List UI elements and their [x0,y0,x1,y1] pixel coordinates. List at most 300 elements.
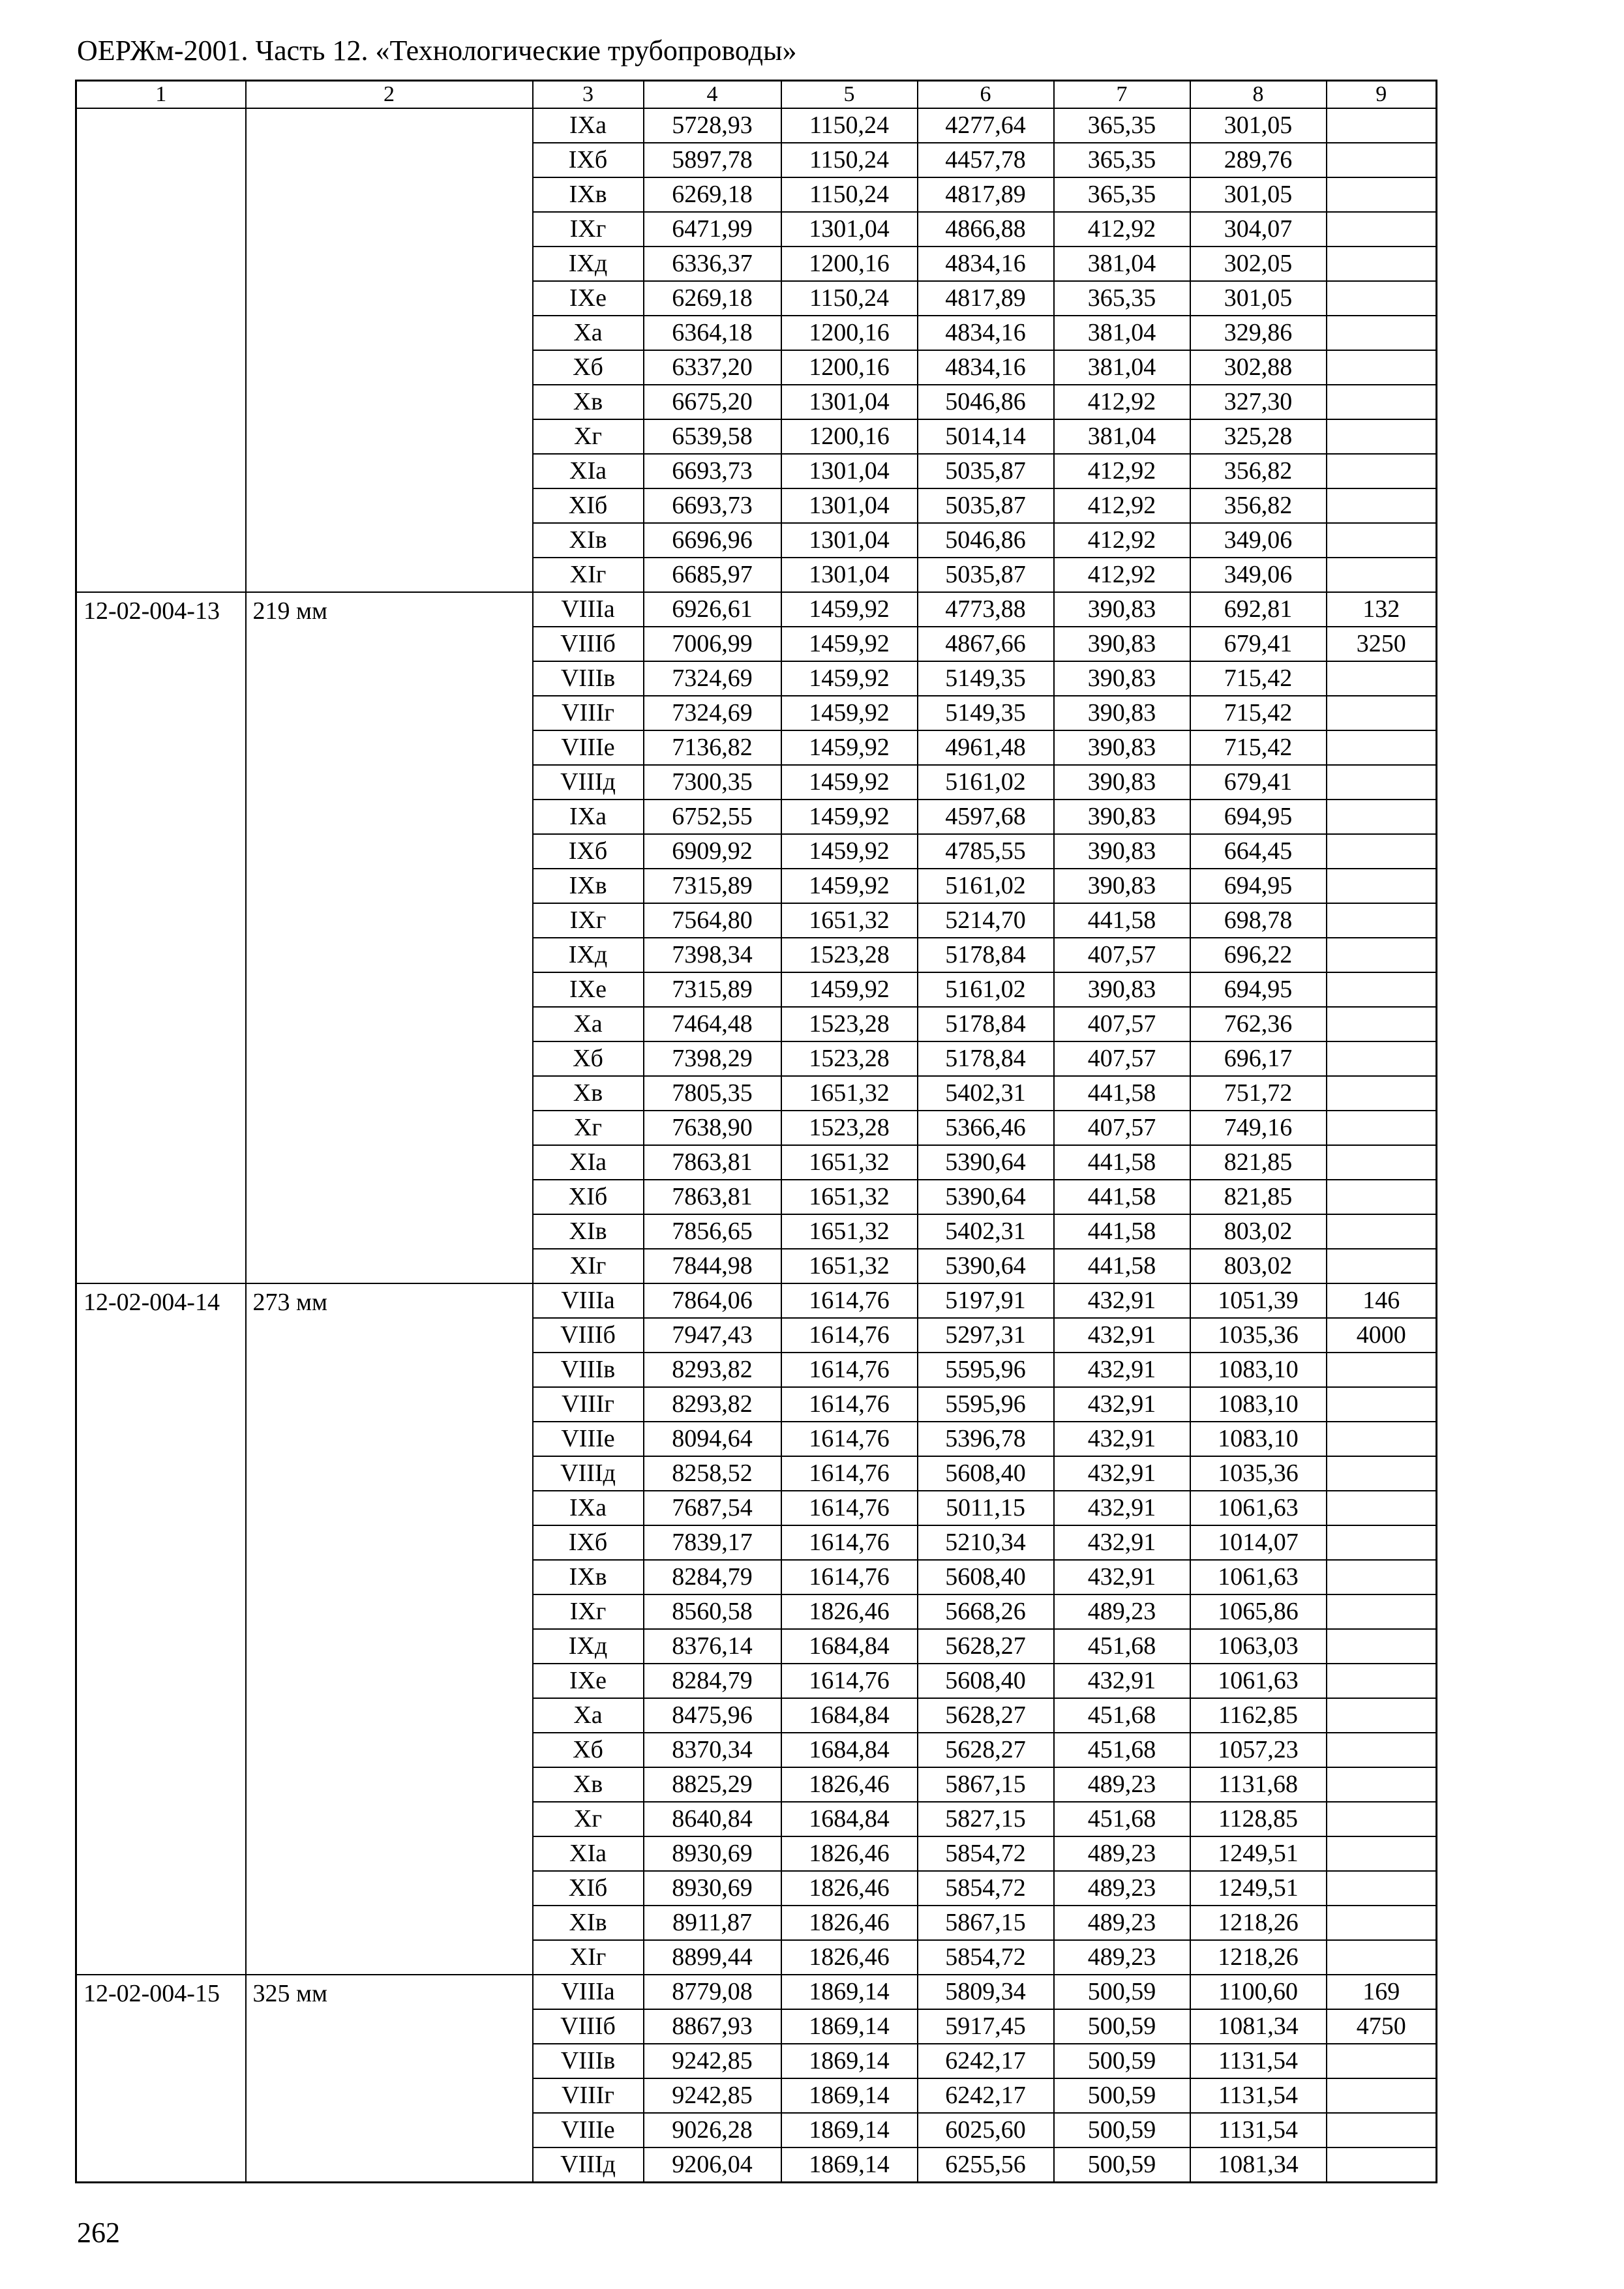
table-cell: 365,35 [1054,177,1190,212]
table-cell [1327,661,1437,696]
table-cell: 1301,04 [781,488,918,523]
table-cell: 762,36 [1190,1007,1327,1041]
table-cell: 679,41 [1190,627,1327,661]
table-cell: 412,92 [1054,488,1190,523]
table-cell: 5178,84 [918,938,1054,972]
table-cell: 5161,02 [918,765,1054,800]
table-cell: 1200,16 [781,419,918,454]
table-cell: 1162,85 [1190,1698,1327,1733]
table-cell: 500,59 [1054,2113,1190,2147]
table-cell: IXг [533,212,644,247]
table-cell: 7464,48 [644,1007,781,1041]
table-cell: 1651,32 [781,1249,918,1283]
table-cell: 1651,32 [781,1214,918,1249]
table-cell: 4834,16 [918,316,1054,350]
table-cell [1327,2078,1437,2113]
table-cell: 1614,76 [781,1353,918,1387]
table-cell: 5210,34 [918,1525,1054,1560]
table-cell: 8284,79 [644,1664,781,1698]
table-cell: 7136,82 [644,730,781,765]
table-cell [1327,938,1437,972]
table-cell: 5390,64 [918,1180,1054,1214]
table-cell: 8376,14 [644,1629,781,1664]
table-cell: 1459,92 [781,592,918,627]
table-cell: 1301,04 [781,523,918,558]
table-cell: VIIIе [533,2113,644,2147]
table-cell: 489,23 [1054,1594,1190,1629]
table-cell [1327,903,1437,938]
table-cell: 381,04 [1054,247,1190,281]
table-cell: Xб [533,1733,644,1767]
table-cell: IXд [533,938,644,972]
column-header: 5 [781,81,918,109]
table-cell: 5854,72 [918,1836,1054,1871]
pipe-size-cell: 325 мм [246,1975,533,2183]
table-cell: 1826,46 [781,1871,918,1906]
table-cell: 5035,87 [918,488,1054,523]
table-cell: 7638,90 [644,1111,781,1145]
table-cell: 432,91 [1054,1664,1190,1698]
table-cell: 1614,76 [781,1491,918,1525]
table-cell: 4866,88 [918,212,1054,247]
table-cell: 1128,85 [1190,1802,1327,1836]
table-cell [1327,1387,1437,1422]
table-cell: 4834,16 [918,247,1054,281]
table-cell: 381,04 [1054,316,1190,350]
table-cell [1327,1353,1437,1387]
table-cell: 1614,76 [781,1422,918,1456]
table-cell: IXв [533,177,644,212]
table-cell: 1100,60 [1190,1975,1327,2009]
table-cell: 1200,16 [781,350,918,385]
table-cell [1327,108,1437,143]
table-cell [1327,1664,1437,1698]
table-cell: 6696,96 [644,523,781,558]
table-cell: 5917,45 [918,2009,1054,2044]
table-cell: 7300,35 [644,765,781,800]
table-cell: 365,35 [1054,281,1190,316]
table-cell: VIIIе [533,730,644,765]
table-row [76,1283,1437,1318]
table-cell: 1065,86 [1190,1594,1327,1629]
table-cell [1327,1076,1437,1111]
table-cell: XIа [533,1836,644,1871]
table-cell [1327,1594,1437,1629]
table-cell: 301,05 [1190,281,1327,316]
table-cell: 1459,92 [781,661,918,696]
table-cell: 407,57 [1054,1007,1190,1041]
pipe-size-cell: 273 мм [246,1283,533,1975]
table-cell: 441,58 [1054,1249,1190,1283]
column-header: 4 [644,81,781,109]
table-cell: 412,92 [1054,558,1190,592]
table-cell: 6364,18 [644,316,781,350]
table-cell: 1651,32 [781,1145,918,1180]
table-cell: 5595,96 [918,1387,1054,1422]
table-cell: 432,91 [1054,1525,1190,1560]
table-cell: 5608,40 [918,1456,1054,1491]
table-cell: 7687,54 [644,1491,781,1525]
table-cell: 679,41 [1190,765,1327,800]
table-cell: 6269,18 [644,177,781,212]
table-cell: 500,59 [1054,2044,1190,2078]
table-cell: 1131,54 [1190,2113,1327,2147]
table-cell: 390,83 [1054,592,1190,627]
table-cell: 821,85 [1190,1180,1327,1214]
table-cell: 1150,24 [781,281,918,316]
table-cell: 8094,64 [644,1422,781,1456]
table-cell: 5809,34 [918,1975,1054,2009]
table-cell: 6685,97 [644,558,781,592]
table-cell: 1301,04 [781,558,918,592]
table-cell: 6337,20 [644,350,781,385]
table-cell [1327,1733,1437,1767]
table-cell: 8930,69 [644,1871,781,1906]
table-cell: 5608,40 [918,1664,1054,1698]
table-cell: 7564,80 [644,903,781,938]
table-cell: 7947,43 [644,1318,781,1353]
table-cell [1327,419,1437,454]
table-cell: 441,58 [1054,903,1190,938]
table-cell [1327,1871,1437,1906]
table-cell: 432,91 [1054,1283,1190,1318]
table-cell: 6242,17 [918,2044,1054,2078]
table-cell: IXг [533,903,644,938]
table-cell: 1218,26 [1190,1906,1327,1940]
table-cell: 1063,03 [1190,1629,1327,1664]
table-cell: 412,92 [1054,523,1190,558]
table-cell: IXа [533,1491,644,1525]
table-cell: 4817,89 [918,281,1054,316]
table-cell: 5149,35 [918,661,1054,696]
table-row [76,592,1437,627]
table-cell: 1057,23 [1190,1733,1327,1767]
table-cell: 9242,85 [644,2078,781,2113]
table-cell: 5178,84 [918,1041,1054,1076]
norm-code-cell: 12-02-004-14 [76,1283,246,1975]
table-cell: 8911,87 [644,1906,781,1940]
table-cell: 1869,14 [781,2078,918,2113]
table-cell: 407,57 [1054,1111,1190,1145]
table-cell: 1614,76 [781,1456,918,1491]
table-cell: 407,57 [1054,1041,1190,1076]
norm-code-cell [76,108,246,592]
table-cell [1327,730,1437,765]
table-cell: 5595,96 [918,1353,1054,1387]
table-cell: 9206,04 [644,2147,781,2183]
table-cell: 412,92 [1054,385,1190,419]
table-cell: 1459,92 [781,869,918,903]
table-cell: IXе [533,281,644,316]
table-cell: XIб [533,1871,644,1906]
table-cell: XIв [533,1906,644,1940]
table-cell: 451,68 [1054,1698,1190,1733]
table-cell: 5897,78 [644,143,781,177]
table-cell: VIIIг [533,696,644,730]
table-cell: 302,88 [1190,350,1327,385]
table-cell: Xа [533,1698,644,1733]
table-row [76,108,1437,143]
table-cell: 5197,91 [918,1283,1054,1318]
table-cell [1327,212,1437,247]
table-cell: 1218,26 [1190,1940,1327,1975]
table-cell: 441,58 [1054,1076,1190,1111]
table-cell: IXа [533,108,644,143]
table-cell: 489,23 [1054,1767,1190,1802]
table-cell [1327,834,1437,869]
table-cell: 4277,64 [918,108,1054,143]
table-cell: 441,58 [1054,1145,1190,1180]
table-cell: 1081,34 [1190,2147,1327,2183]
cost-table [75,80,1437,2183]
table-cell: XIг [533,1940,644,1975]
table-cell: 7324,69 [644,661,781,696]
table-cell: IXб [533,1525,644,1560]
table-cell: XIв [533,523,644,558]
table-cell: VIIIд [533,1456,644,1491]
table-cell: 1614,76 [781,1525,918,1560]
table-cell: 8560,58 [644,1594,781,1629]
table-cell [1327,2113,1437,2147]
table-cell: 7324,69 [644,696,781,730]
table-cell: 1459,92 [781,627,918,661]
table-cell: 6693,73 [644,488,781,523]
table-cell: 698,78 [1190,903,1327,938]
table-cell: Xв [533,1076,644,1111]
table-cell: 1826,46 [781,1767,918,1802]
table-cell: 1869,14 [781,2147,918,2183]
table-cell [1327,1836,1437,1871]
table-cell [1327,454,1437,488]
table-cell: 6539,58 [644,419,781,454]
table-cell: 1131,54 [1190,2044,1327,2078]
table-cell: 803,02 [1190,1214,1327,1249]
table-cell: 1459,92 [781,834,918,869]
table-cell: 1249,51 [1190,1871,1327,1906]
table-cell: 1869,14 [781,2113,918,2147]
table-cell [1327,1698,1437,1733]
table-cell [1327,1422,1437,1456]
column-header: 3 [533,81,644,109]
table-cell: 694,95 [1190,972,1327,1007]
table-cell: 715,42 [1190,696,1327,730]
table-cell: 5628,27 [918,1629,1054,1664]
table-cell: 432,91 [1054,1456,1190,1491]
table-cell: 349,06 [1190,558,1327,592]
table-cell: IXа [533,800,644,834]
table-cell: 8284,79 [644,1560,781,1594]
table-cell: Xа [533,1007,644,1041]
table-cell: 1459,92 [781,765,918,800]
table-cell: 4834,16 [918,350,1054,385]
table-cell: 1651,32 [781,903,918,938]
table-row [76,1975,1437,2009]
table-cell [1327,523,1437,558]
table-cell: 325,28 [1190,419,1327,454]
running-header: ОЕРЖм-2001. Часть 12. «Технологические трубопроводы» [77,35,797,67]
table-cell: 302,05 [1190,247,1327,281]
table-cell: VIIIг [533,2078,644,2113]
table-cell: VIIIб [533,627,644,661]
table-cell: 7315,89 [644,972,781,1007]
table-cell: 7839,17 [644,1525,781,1560]
table-cell: 432,91 [1054,1387,1190,1422]
table-cell [1327,1180,1437,1214]
table-cell: 4457,78 [918,143,1054,177]
table-cell: 7398,34 [644,938,781,972]
table-cell: IXд [533,1629,644,1664]
table-cell: 1249,51 [1190,1836,1327,1871]
table-cell: 5628,27 [918,1733,1054,1767]
table-cell: VIIIв [533,2044,644,2078]
table-cell: Xг [533,419,644,454]
table-cell: 7844,98 [644,1249,781,1283]
table-cell: Xв [533,385,644,419]
table-cell [1327,143,1437,177]
table-cell [1327,869,1437,903]
table-cell: 6336,37 [644,247,781,281]
table-cell: 390,83 [1054,696,1190,730]
table-cell: IXе [533,972,644,1007]
table-cell: 412,92 [1054,454,1190,488]
table-cell: 5827,15 [918,1802,1054,1836]
table-cell: 5390,64 [918,1145,1054,1180]
table-cell: 5046,86 [918,385,1054,419]
table-cell: 1083,10 [1190,1353,1327,1387]
column-header: 8 [1190,81,1327,109]
table-cell: 381,04 [1054,419,1190,454]
table-cell [1327,488,1437,523]
table-cell: 1614,76 [781,1318,918,1353]
table-cell: 8293,82 [644,1353,781,1387]
table-cell: IXе [533,1664,644,1698]
table-cell: 8475,96 [644,1698,781,1733]
table-cell: 432,91 [1054,1353,1190,1387]
table-cell: XIб [533,1180,644,1214]
table-cell: 489,23 [1054,1871,1190,1906]
table-cell: 500,59 [1054,2147,1190,2183]
table-cell: 5035,87 [918,558,1054,592]
table-cell: 7398,29 [644,1041,781,1076]
table-cell: 8779,08 [644,1975,781,2009]
table-cell: 5046,86 [918,523,1054,558]
column-header: 7 [1054,81,1190,109]
pipe-size-cell [246,108,533,592]
table-cell: VIIIб [533,1318,644,1353]
table-cell: 4961,48 [918,730,1054,765]
table-cell: XIа [533,1145,644,1180]
table-cell: 329,86 [1190,316,1327,350]
table-cell: 4597,68 [918,800,1054,834]
table-cell: 451,68 [1054,1802,1190,1836]
table-cell: 694,95 [1190,800,1327,834]
table-cell: 451,68 [1054,1733,1190,1767]
table-cell: 381,04 [1054,350,1190,385]
table-cell: 7006,99 [644,627,781,661]
table-cell [1327,1940,1437,1975]
column-header: 2 [246,81,533,109]
table-cell: 5161,02 [918,972,1054,1007]
column-header: 9 [1327,81,1437,109]
table-cell: 4000 [1327,1318,1437,1353]
table-cell: 694,95 [1190,869,1327,903]
table-cell: 489,23 [1054,1940,1190,1975]
table-cell: XIг [533,1249,644,1283]
table-cell [1327,1525,1437,1560]
table-cell: 6255,56 [918,2147,1054,2183]
table-cell: 5178,84 [918,1007,1054,1041]
table-cell: 432,91 [1054,1318,1190,1353]
table-cell [1327,1145,1437,1180]
table-cell: 715,42 [1190,661,1327,696]
table-cell: 5854,72 [918,1940,1054,1975]
table-cell: Xа [533,316,644,350]
table-cell [1327,1560,1437,1594]
table-cell: 1523,28 [781,1111,918,1145]
table-cell: 8867,93 [644,2009,781,2044]
table-cell: 1035,36 [1190,1318,1327,1353]
table-cell: 5297,31 [918,1318,1054,1353]
table-cell: 1523,28 [781,1007,918,1041]
table-cell: 7864,06 [644,1283,781,1318]
column-header-row [76,81,1437,109]
pipe-size-cell: 219 мм [246,592,533,1283]
table-cell [1327,800,1437,834]
table-cell: 1061,63 [1190,1491,1327,1525]
table-cell [1327,1767,1437,1802]
table-cell: 489,23 [1054,1836,1190,1871]
table-cell: 7863,81 [644,1145,781,1180]
table-cell: 1131,54 [1190,2078,1327,2113]
table-cell: 301,05 [1190,108,1327,143]
table-cell: VIIIг [533,1387,644,1422]
table-cell: 1061,63 [1190,1664,1327,1698]
table-cell: 289,76 [1190,143,1327,177]
table-cell: 8825,29 [644,1767,781,1802]
table-cell: 1651,32 [781,1076,918,1111]
table-cell: 5149,35 [918,696,1054,730]
table-cell: 5608,40 [918,1560,1054,1594]
table-cell: 432,91 [1054,1560,1190,1594]
table-cell [1327,350,1437,385]
table-cell [1327,972,1437,1007]
table-cell: VIIIе [533,1422,644,1456]
table-cell: 5867,15 [918,1906,1054,1940]
table-cell: 390,83 [1054,627,1190,661]
table-cell: 132 [1327,592,1437,627]
table-cell: 349,06 [1190,523,1327,558]
table-cell: 715,42 [1190,730,1327,765]
table-cell: 356,82 [1190,488,1327,523]
table-cell [1327,765,1437,800]
table-cell [1327,696,1437,730]
table-cell: 8293,82 [644,1387,781,1422]
table-cell: 8899,44 [644,1940,781,1975]
table-cell: 500,59 [1054,1975,1190,2009]
table-cell: 6025,60 [918,2113,1054,2147]
table-cell: 1459,92 [781,696,918,730]
table-cell: 5011,15 [918,1491,1054,1525]
table-cell: Xв [533,1767,644,1802]
table-cell [1327,1007,1437,1041]
table-cell: 1083,10 [1190,1422,1327,1456]
table-cell: 664,45 [1190,834,1327,869]
table-cell: 8370,34 [644,1733,781,1767]
table-cell [1327,1111,1437,1145]
table-cell: 1684,84 [781,1629,918,1664]
table-cell: 1869,14 [781,2044,918,2078]
table-cell: 6909,92 [644,834,781,869]
